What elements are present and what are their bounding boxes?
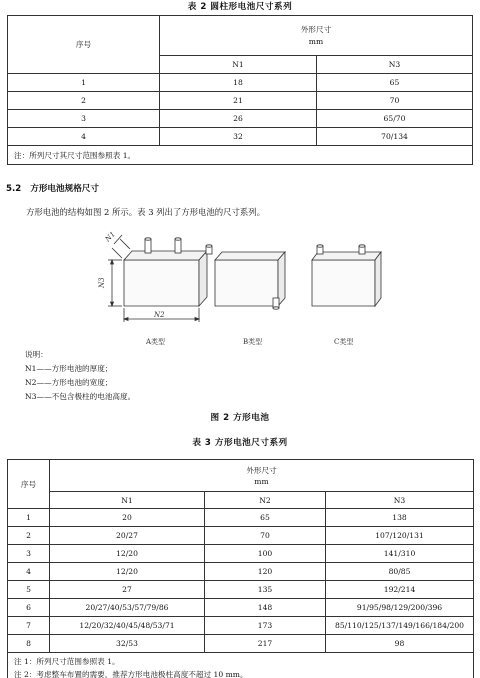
section-paragraph: 方形电池的结构如图 2 所示。表 3 列出了方形电池的尺寸系列。 [26, 207, 266, 217]
table2-header-n1: N1 [160, 56, 317, 74]
table-row [8, 92, 473, 110]
table3-header-n3: N3 [326, 492, 474, 509]
table-row [8, 617, 474, 635]
table3-header-dim-label: 外形尺寸 [246, 465, 277, 475]
table3-title: 表 3 方形电池尺寸系列 [192, 438, 288, 448]
section-title: 方形电池规格尺寸 [30, 184, 99, 194]
section-number: 5.2 [6, 184, 22, 194]
table3-cell-n2: 135 [205, 581, 326, 599]
table2-cell-no: 4 [8, 128, 160, 146]
table3-header-n2: N2 [205, 492, 326, 509]
table3-cell-n2: 120 [205, 563, 326, 581]
table3-header-seq: 序号 [8, 460, 50, 509]
legend-item-n3: N3——不包含极柱的电池高度。 [25, 392, 136, 401]
table-row [8, 599, 474, 617]
table3-cell-n1: 27 [50, 581, 205, 599]
table2-header-seq: 序号 [8, 16, 160, 74]
section-heading [6, 182, 99, 194]
legend-item-n1: N1——方形电池的厚度； [25, 364, 113, 373]
table-row [8, 563, 474, 581]
battery-type-a-drawing [108, 235, 207, 322]
table3-cell-n1: 12/20 [50, 545, 205, 563]
table3-cell-n3: 141/310 [326, 545, 474, 563]
table3-cell-n3: 107/120/131 [326, 527, 474, 545]
type-a-label: A类型 [146, 338, 166, 346]
table3 [7, 459, 474, 678]
table3-cell-n1: 20 [50, 509, 205, 527]
table3-cell-n3: 80/85 [326, 563, 474, 581]
table-row [8, 545, 474, 563]
table3-cell-n3: 98 [326, 635, 474, 653]
battery-figure [70, 222, 400, 350]
legend-title: 说明： [25, 350, 48, 359]
table3-cell-no: 6 [8, 599, 50, 617]
table3-cell-n2: 70 [205, 527, 326, 545]
table3-cell-no: 5 [8, 581, 50, 599]
table2-header-dim [160, 16, 473, 56]
table2-cell-n1: 21 [160, 92, 317, 110]
dim-label-n1: N1 [103, 230, 117, 244]
table-row [8, 509, 474, 527]
table-row [8, 128, 473, 146]
table3-header-n1: N1 [50, 492, 205, 509]
table3-cell-n1: 12/20/32/40/45/48/53/71 [50, 617, 205, 635]
table2-cell-n1: 26 [160, 110, 317, 128]
table3-cell-no: 7 [8, 617, 50, 635]
table2-note: 注：所列尺寸其尺寸范围参照表 1。 [8, 146, 473, 165]
table3-cell-n1: 20/27 [50, 527, 205, 545]
table3-cell-n2: 217 [205, 635, 326, 653]
dim-label-n3: N3 [98, 277, 106, 288]
table-row [8, 74, 473, 92]
table3-notes [8, 653, 474, 678]
table2-header-unit: mm [308, 36, 324, 46]
table3-header-dim [50, 460, 474, 492]
battery-type-b-drawing [206, 245, 285, 309]
table3-cell-n3: 192/214 [326, 581, 474, 599]
table2-header-n3: N3 [317, 56, 473, 74]
table3-cell-n2: 148 [205, 599, 326, 617]
table3-note-row [8, 653, 474, 678]
table-row [8, 527, 474, 545]
table2-cell-n3: 65 [317, 74, 473, 92]
table-row [8, 581, 474, 599]
table3-cell-no: 4 [8, 563, 50, 581]
table2-cell-n1: 18 [160, 74, 317, 92]
table2-cell-n3: 70/134 [317, 128, 473, 146]
table-row [8, 635, 474, 653]
table2 [7, 15, 473, 165]
table2-cell-n3: 70 [317, 92, 473, 110]
table2-note-row [8, 146, 473, 165]
table2-header-row [8, 16, 473, 56]
legend-item-n2: N2——方形电池的宽度； [25, 378, 113, 387]
table3-cell-n2: 100 [205, 545, 326, 563]
table2-cell-n1: 32 [160, 128, 317, 146]
table3-cell-n3: 85/110/125/137/149/166/184/200 [326, 617, 474, 635]
dim-label-n2: N2 [154, 311, 165, 319]
table3-cell-n3: 91/95/98/129/200/396 [326, 599, 474, 617]
table3-cell-n1: 20/27/40/53/57/79/86 [50, 599, 205, 617]
table3-header-unit: mm [254, 476, 269, 486]
table3-cell-no: 8 [8, 635, 50, 653]
table3-cell-n1: 12/20 [50, 563, 205, 581]
table3-cell-no: 2 [8, 527, 50, 545]
battery-type-c-drawing [312, 245, 381, 306]
table3-note-1: 注 1：所列尺寸范围参照表 1。 [14, 656, 120, 666]
table3-cell-no: 1 [8, 509, 50, 527]
table2-cell-no: 1 [8, 74, 160, 92]
table3-note-2: 注 2：考虑整车布置的需要，推荐方形电池极柱高度不超过 10 mm。 [14, 669, 248, 678]
table3-cell-no: 3 [8, 545, 50, 563]
table2-cell-no: 3 [8, 110, 160, 128]
type-c-label: C类型 [334, 338, 354, 346]
table2-cell-no: 2 [8, 92, 160, 110]
table3-cell-n2: 65 [205, 509, 326, 527]
table3-cell-n1: 32/53 [50, 635, 205, 653]
type-b-label: B类型 [243, 338, 263, 346]
table3-cell-n2: 173 [205, 617, 326, 635]
table2-title: 表 2 圆柱形电池尺寸系列 [187, 2, 293, 12]
table-row [8, 110, 473, 128]
table3-cell-n3: 138 [326, 509, 474, 527]
table2-cell-n3: 65/70 [317, 110, 473, 128]
table2-header-dim-label: 外形尺寸 [300, 24, 332, 34]
table3-header-row [8, 460, 474, 492]
figure-caption: 图 2 方形电池 [210, 413, 270, 423]
table3-subheader-row [8, 492, 474, 509]
